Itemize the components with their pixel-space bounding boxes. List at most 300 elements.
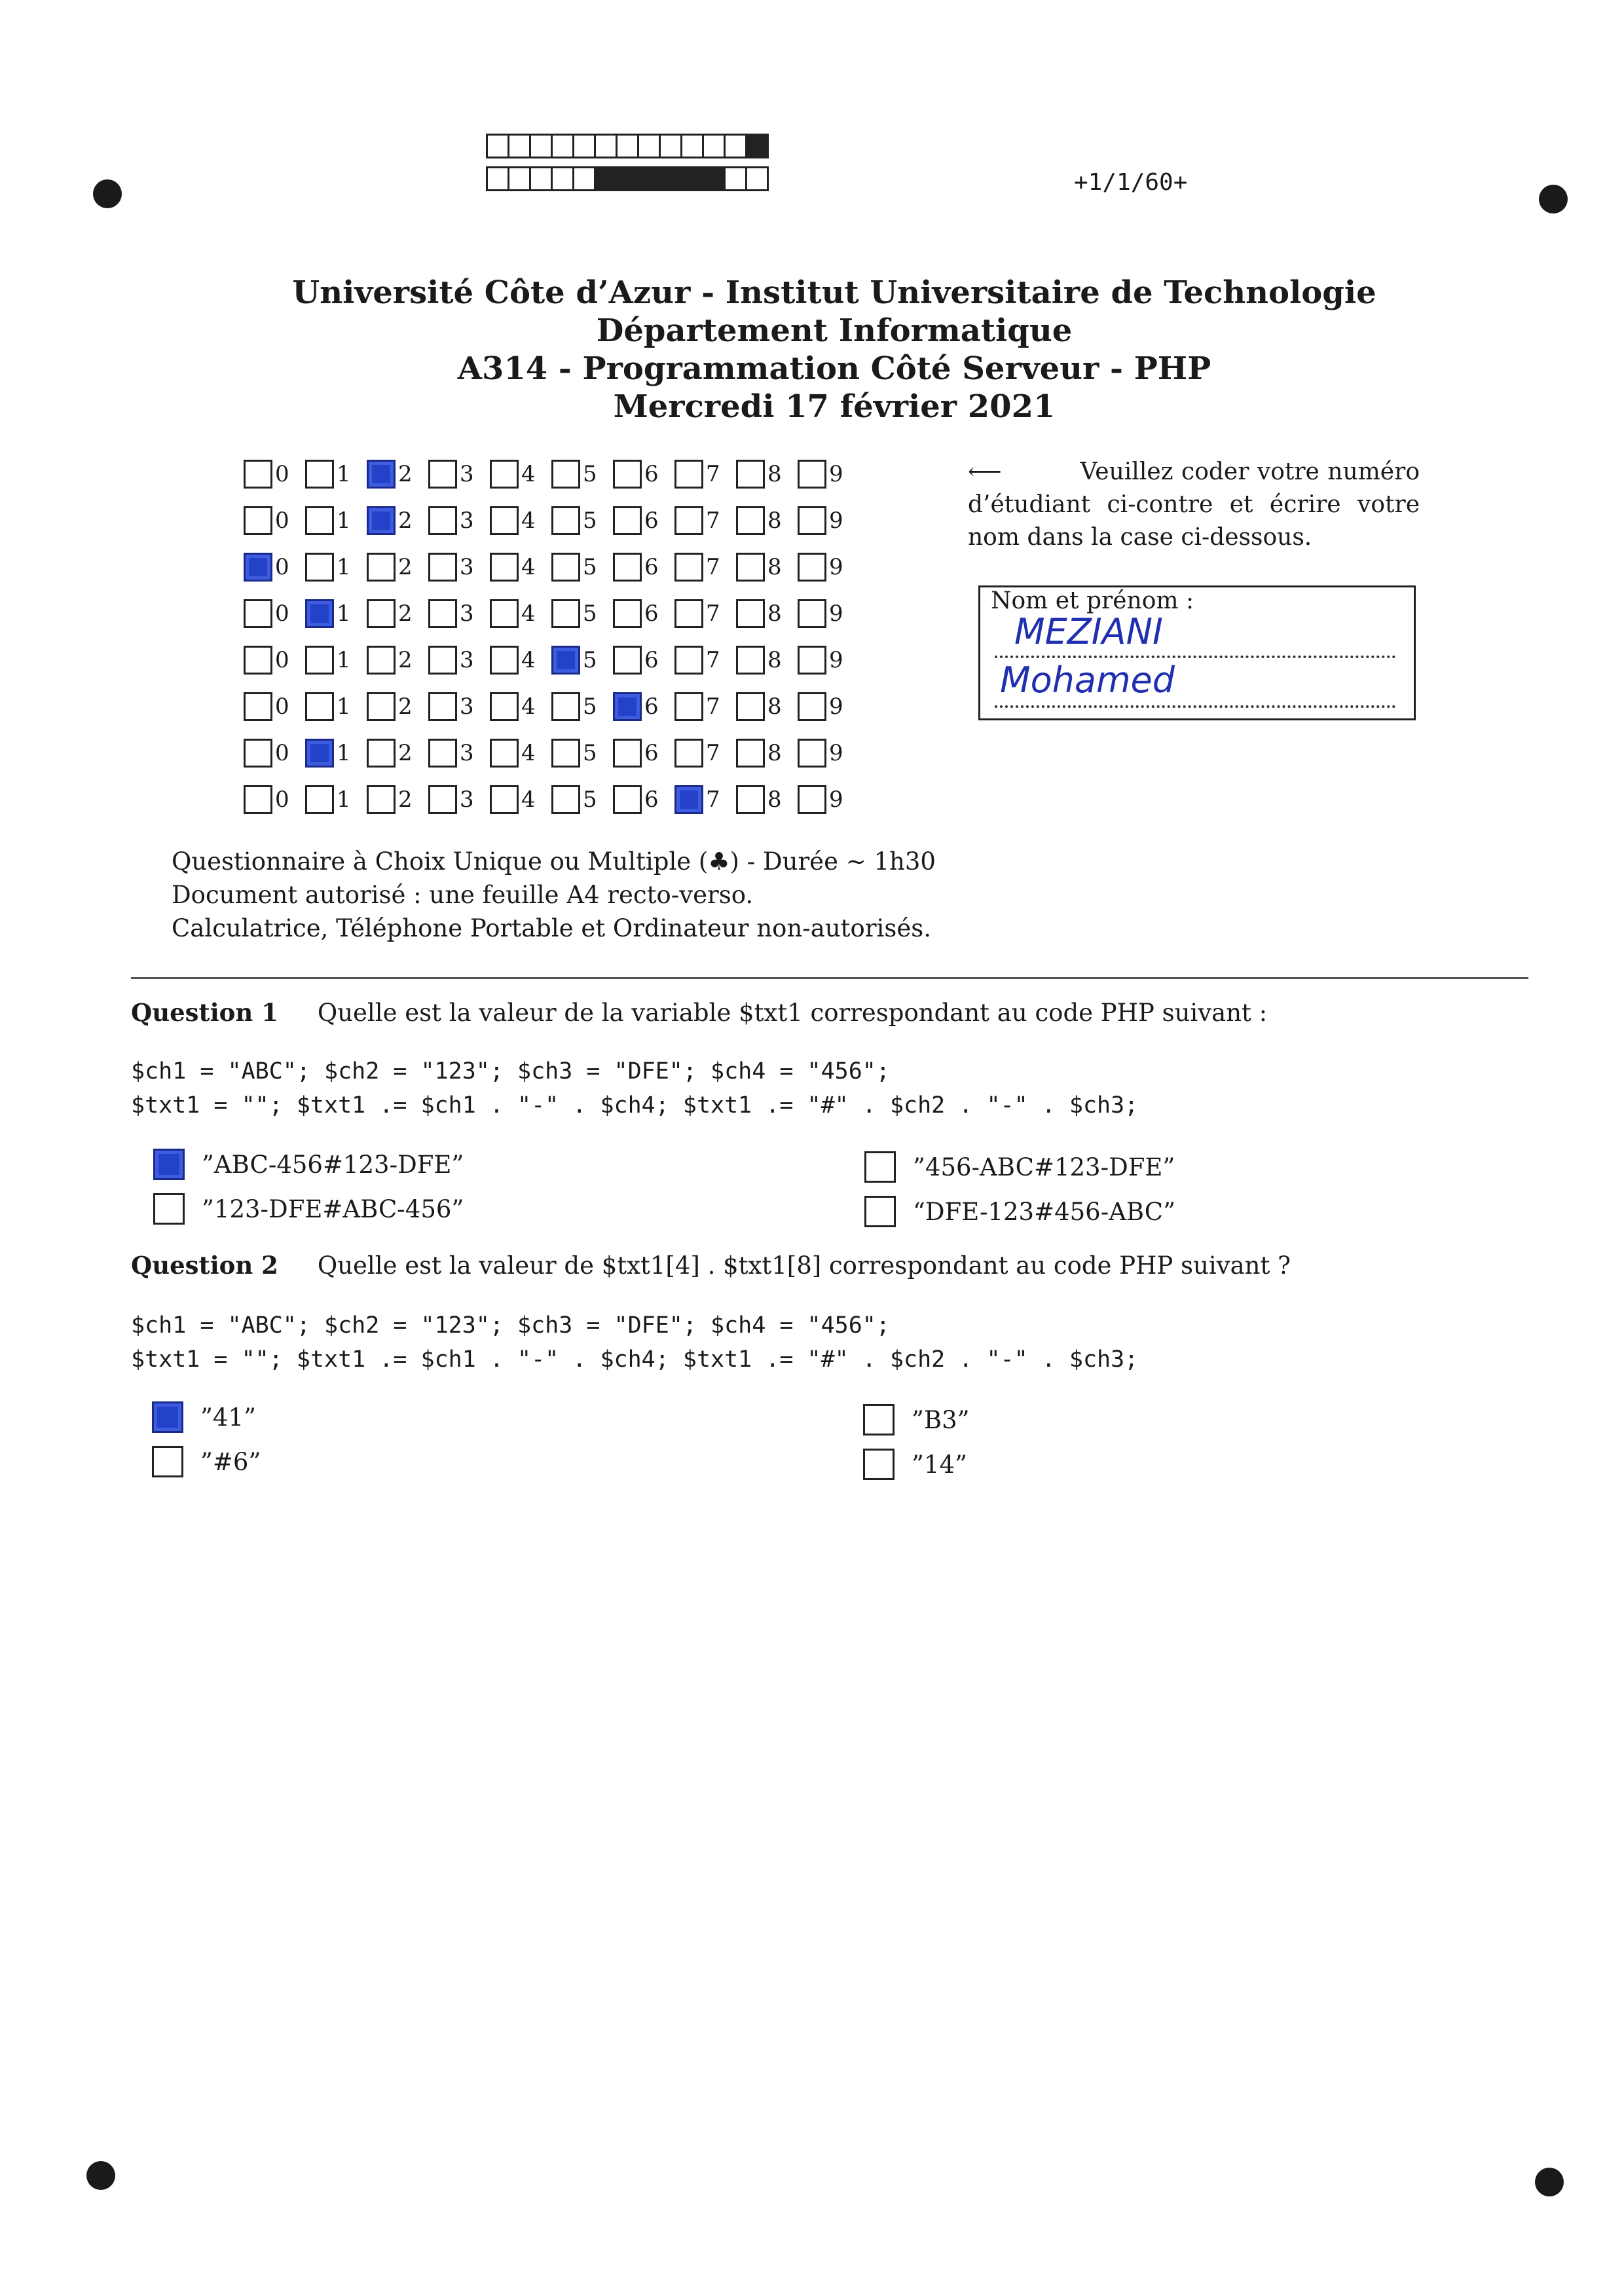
student-id-option[interactable]	[613, 739, 674, 768]
student-id-option[interactable]	[490, 460, 551, 489]
student-id-digit: 5	[583, 739, 597, 766]
student-id-digit: 1	[337, 600, 351, 627]
student-id-checkbox[interactable]	[551, 460, 580, 489]
student-id-row	[244, 637, 859, 683]
student-id-option[interactable]	[428, 785, 490, 814]
student-id-option[interactable]	[367, 692, 428, 721]
student-id-checkbox[interactable]	[490, 692, 519, 721]
student-id-checkbox[interactable]	[428, 646, 457, 675]
code-line-1: $ch1 = "ABC"; $ch2 = "123"; $ch3 = "DFE"; $ch4 = "456";	[131, 1058, 890, 1084]
student-id-digit: 0	[275, 600, 289, 627]
q1-answer-d-text: “DFE-123#456-ABC”	[913, 1197, 1176, 1226]
q1-answer-c-text: ”123-DFE#ABC-456”	[202, 1194, 464, 1223]
barcode-cell	[507, 134, 531, 158]
student-id-option[interactable]	[428, 553, 490, 582]
student-id-checkbox[interactable]	[736, 553, 765, 582]
q2-answer-a-text: ”41”	[200, 1403, 256, 1432]
student-id-checkbox[interactable]	[736, 692, 765, 721]
student-id-option[interactable]	[798, 599, 859, 628]
barcode-cell	[702, 134, 726, 158]
student-id-option[interactable]	[613, 460, 674, 489]
student-id-checkbox[interactable]	[490, 460, 519, 489]
student-id-checkbox[interactable]	[244, 785, 272, 814]
barcode-cell	[680, 134, 704, 158]
student-id-checkbox[interactable]	[674, 599, 703, 628]
title-department: Département Informatique	[596, 312, 1073, 349]
barcode-cell	[659, 166, 682, 191]
student-id-option[interactable]	[428, 460, 490, 489]
name-line-2	[995, 705, 1395, 708]
barcode-cell	[745, 134, 769, 158]
student-id-checkbox[interactable]	[674, 692, 703, 721]
student-id-digit: 9	[829, 507, 843, 534]
student-id-digit: 9	[829, 786, 843, 813]
code-line-2: $txt1 = ""; $txt1 .= $ch1 . "-" . $ch4; $txt1 .= "#" . $ch2 . "-" . $ch3;	[131, 1346, 1139, 1373]
student-id-checkbox[interactable]	[613, 553, 642, 582]
student-id-checkbox[interactable]	[305, 460, 334, 489]
student-id-checkbox[interactable]	[551, 692, 580, 721]
q2-answer-c-text: ”#6”	[200, 1447, 261, 1476]
student-id-digit: 3	[460, 693, 474, 720]
student-id-checkbox[interactable]	[367, 460, 396, 489]
student-id-option[interactable]	[674, 692, 736, 721]
student-id-checkbox[interactable]	[428, 506, 457, 535]
student-id-digit: 0	[275, 553, 289, 580]
student-id-option[interactable]	[244, 599, 305, 628]
student-id-option[interactable]	[551, 460, 613, 489]
barcode-cell	[724, 134, 747, 158]
student-id-checkbox[interactable]	[798, 553, 826, 582]
student-id-digit: 5	[583, 507, 597, 534]
student-id-row	[244, 776, 859, 823]
q1-answer-a-checkbox[interactable]	[153, 1149, 185, 1180]
student-id-option[interactable]	[490, 646, 551, 675]
student-id-option[interactable]	[305, 692, 367, 721]
student-id-digit: 4	[521, 553, 536, 580]
student-id-option[interactable]	[428, 599, 490, 628]
student-id-checkbox[interactable]	[613, 599, 642, 628]
student-id-digit: 6	[644, 693, 659, 720]
barcode-cell	[486, 166, 509, 191]
code-line-1: $ch1 = "ABC"; $ch2 = "123"; $ch3 = "DFE"; $ch4 = "456";	[131, 1312, 890, 1339]
barcode-cell	[616, 134, 639, 158]
student-id-digit: 6	[644, 460, 659, 487]
student-id-option[interactable]	[367, 553, 428, 582]
student-id-checkbox[interactable]	[736, 506, 765, 535]
student-id-option[interactable]	[798, 739, 859, 768]
student-id-checkbox[interactable]	[305, 553, 334, 582]
q1-answer-a-text: ”ABC-456#123-DFE”	[202, 1150, 464, 1179]
student-id-checkbox[interactable]	[428, 692, 457, 721]
student-id-checkbox[interactable]	[613, 692, 642, 721]
barcode-cell	[551, 166, 574, 191]
title-date: Mercredi 17 février 2021	[613, 388, 1056, 425]
student-id-option[interactable]	[490, 599, 551, 628]
student-id-checkbox[interactable]	[551, 646, 580, 675]
student-id-option[interactable]	[367, 739, 428, 768]
student-id-checkbox[interactable]	[674, 460, 703, 489]
student-id-digit: 7	[706, 739, 720, 766]
student-id-digit: 7	[706, 553, 720, 580]
student-id-option[interactable]	[798, 506, 859, 535]
q1-answer-b-text: ”456-ABC#123-DFE”	[913, 1153, 1175, 1181]
student-id-digit: 8	[767, 646, 782, 673]
student-id-digit: 4	[521, 600, 536, 627]
student-id-checkbox[interactable]	[428, 460, 457, 489]
student-id-checkbox[interactable]	[798, 506, 826, 535]
student-id-digit: 3	[460, 739, 474, 766]
student-id-checkbox[interactable]	[674, 785, 703, 814]
q1-answer-d[interactable]	[864, 1196, 1175, 1227]
student-id-option[interactable]	[551, 785, 613, 814]
q1-answer-d-checkbox[interactable]	[864, 1196, 896, 1227]
instructions-text: Veuillez coder votre numéro d’étudiant ci-contre et écrire votre nom dans la case ci-dessous.	[968, 458, 1420, 551]
q1-answer-b[interactable]	[864, 1151, 1175, 1183]
registration-mark-top-right	[1539, 185, 1568, 213]
student-id-digit: 6	[644, 739, 659, 766]
student-id-checkbox[interactable]	[367, 599, 396, 628]
student-id-digit: 0	[275, 693, 289, 720]
title-course: A314 - Programmation Côté Serveur - PHP	[457, 350, 1211, 387]
student-id-checkbox[interactable]	[490, 739, 519, 768]
student-id-option[interactable]	[305, 785, 367, 814]
student-id-digit: 5	[583, 600, 597, 627]
student-id-digit: 4	[521, 693, 536, 720]
student-id-checkbox[interactable]	[613, 506, 642, 535]
student-id-checkbox[interactable]	[490, 553, 519, 582]
barcode-cell	[486, 134, 509, 158]
student-id-digit: 0	[275, 786, 289, 813]
student-id-checkbox[interactable]	[428, 553, 457, 582]
registration-mark-bottom-left	[86, 2161, 115, 2190]
student-id-option[interactable]	[367, 646, 428, 675]
student-id-checkbox[interactable]	[244, 739, 272, 768]
student-id-option[interactable]	[736, 460, 798, 489]
divider	[131, 977, 1528, 979]
student-id-option[interactable]	[428, 646, 490, 675]
student-id-digit: 9	[829, 646, 843, 673]
student-id-digit: 7	[706, 507, 720, 534]
student-id-option[interactable]	[736, 646, 798, 675]
student-id-option[interactable]	[736, 553, 798, 582]
student-id-digit: 2	[398, 507, 413, 534]
student-id-row	[244, 544, 859, 590]
student-id-digit: 1	[337, 786, 351, 813]
student-id-option[interactable]	[551, 553, 613, 582]
barcode-cell	[659, 134, 682, 158]
student-id-digit: 4	[521, 739, 536, 766]
student-id-option[interactable]	[490, 739, 551, 768]
student-id-checkbox[interactable]	[674, 739, 703, 768]
student-id-option[interactable]	[244, 460, 305, 489]
student-id-checkbox[interactable]	[798, 460, 826, 489]
student-id-checkbox[interactable]	[367, 506, 396, 535]
student-id-option[interactable]	[244, 785, 305, 814]
student-id-checkbox[interactable]	[798, 599, 826, 628]
registration-mark-bottom-right	[1535, 2168, 1564, 2196]
student-id-digit: 3	[460, 600, 474, 627]
student-id-checkbox[interactable]	[736, 739, 765, 768]
student-id-digit: 1	[337, 460, 351, 487]
student-id-digit: 3	[460, 553, 474, 580]
student-id-option[interactable]	[613, 599, 674, 628]
student-id-checkbox[interactable]	[244, 692, 272, 721]
student-id-option[interactable]	[244, 692, 305, 721]
student-id-option[interactable]	[551, 506, 613, 535]
student-id-digit: 5	[583, 460, 597, 487]
student-id-digit: 9	[829, 600, 843, 627]
student-id-digit: 7	[706, 646, 720, 673]
name-box[interactable]	[978, 585, 1416, 720]
student-id-checkbox[interactable]	[305, 646, 334, 675]
barcode-row-1	[486, 134, 767, 158]
q2-answer-b-checkbox[interactable]	[863, 1404, 895, 1435]
intro-line-1: Questionnaire à Choix Unique ou Multiple (♣) - Durée ∼ 1h30	[172, 847, 936, 876]
student-id-checkbox[interactable]	[367, 739, 396, 768]
student-id-digit: 2	[398, 739, 413, 766]
student-id-digit: 2	[398, 460, 413, 487]
student-id-checkbox[interactable]	[674, 506, 703, 535]
student-id-digit: 8	[767, 600, 782, 627]
student-id-option[interactable]	[428, 506, 490, 535]
student-id-option[interactable]	[613, 506, 674, 535]
student-id-row	[244, 683, 859, 730]
student-id-digit: 2	[398, 600, 413, 627]
student-id-option[interactable]	[551, 739, 613, 768]
student-id-option[interactable]	[367, 460, 428, 489]
student-id-checkbox[interactable]	[490, 646, 519, 675]
student-id-digit: 7	[706, 693, 720, 720]
student-id-option[interactable]	[613, 692, 674, 721]
id-instructions	[968, 456, 1420, 554]
barcode-cell	[637, 166, 661, 191]
student-id-digit: 8	[767, 693, 782, 720]
student-id-digit: 7	[706, 600, 720, 627]
student-id-checkbox[interactable]	[736, 599, 765, 628]
student-id-option[interactable]	[674, 739, 736, 768]
question-2-code	[131, 1308, 1138, 1377]
student-id-option[interactable]	[244, 553, 305, 582]
student-id-checkbox[interactable]	[244, 506, 272, 535]
question-1-label: Question 1	[131, 998, 278, 1027]
q2-answer-d[interactable]	[863, 1449, 967, 1480]
q2-answer-d-checkbox[interactable]	[863, 1449, 895, 1480]
student-id-checkbox[interactable]	[674, 646, 703, 675]
student-id-digit: 5	[583, 646, 597, 673]
student-id-checkbox[interactable]	[305, 785, 334, 814]
student-id-checkbox[interactable]	[367, 553, 396, 582]
student-id-checkbox[interactable]	[244, 646, 272, 675]
student-id-digit: 6	[644, 786, 659, 813]
student-id-checkbox[interactable]	[613, 785, 642, 814]
student-id-option[interactable]	[305, 599, 367, 628]
student-id-option[interactable]	[490, 506, 551, 535]
q2-answer-b[interactable]	[863, 1404, 970, 1435]
student-id-option[interactable]	[490, 785, 551, 814]
student-id-option[interactable]	[736, 739, 798, 768]
student-id-checkbox[interactable]	[490, 599, 519, 628]
student-id-option[interactable]	[551, 646, 613, 675]
student-id-option[interactable]	[798, 646, 859, 675]
q2-answer-c[interactable]	[152, 1446, 261, 1477]
student-id-option[interactable]	[244, 739, 305, 768]
student-id-checkbox[interactable]	[736, 460, 765, 489]
student-id-checkbox[interactable]	[613, 739, 642, 768]
student-id-option[interactable]	[674, 646, 736, 675]
q2-answer-b-text: ”B3”	[912, 1405, 970, 1434]
student-id-checkbox[interactable]	[244, 599, 272, 628]
barcode-row-2	[486, 166, 767, 191]
student-id-option[interactable]	[674, 785, 736, 814]
student-id-digit: 8	[767, 460, 782, 487]
student-id-checkbox[interactable]	[428, 739, 457, 768]
student-id-option[interactable]	[736, 785, 798, 814]
student-id-digit: 3	[460, 460, 474, 487]
student-id-checkbox[interactable]	[551, 785, 580, 814]
student-id-grid	[244, 451, 859, 823]
student-id-option[interactable]	[798, 460, 859, 489]
student-id-checkbox[interactable]	[798, 646, 826, 675]
student-id-checkbox[interactable]	[674, 553, 703, 582]
student-id-checkbox[interactable]	[798, 739, 826, 768]
student-id-option[interactable]	[367, 785, 428, 814]
student-id-digit: 0	[275, 739, 289, 766]
student-id-option[interactable]	[674, 460, 736, 489]
student-id-digit: 9	[829, 553, 843, 580]
student-id-option[interactable]	[305, 646, 367, 675]
student-id-checkbox[interactable]	[305, 739, 334, 768]
q2-answer-a[interactable]	[152, 1401, 256, 1433]
q2-answer-a-checkbox[interactable]	[152, 1401, 183, 1433]
intro-line-2: Document autorisé : une feuille A4 recto-verso.	[172, 881, 754, 909]
question-2-label: Question 2	[131, 1251, 278, 1280]
question-1-code	[131, 1054, 1138, 1122]
student-id-checkbox[interactable]	[490, 506, 519, 535]
student-id-checkbox[interactable]	[613, 646, 642, 675]
student-id-option[interactable]	[551, 692, 613, 721]
student-id-checkbox[interactable]	[551, 553, 580, 582]
student-id-checkbox[interactable]	[244, 460, 272, 489]
student-id-option[interactable]	[305, 553, 367, 582]
student-id-option[interactable]	[367, 506, 428, 535]
student-id-checkbox[interactable]	[551, 506, 580, 535]
barcode-cell	[572, 134, 596, 158]
student-id-option[interactable]	[244, 646, 305, 675]
student-id-row	[244, 590, 859, 637]
exam-intro	[172, 845, 936, 945]
q1-answer-c-checkbox[interactable]	[153, 1193, 185, 1225]
q1-answer-a[interactable]	[153, 1149, 464, 1180]
student-id-option[interactable]	[613, 785, 674, 814]
student-id-option[interactable]	[551, 599, 613, 628]
student-id-checkbox[interactable]	[798, 785, 826, 814]
student-id-checkbox[interactable]	[428, 785, 457, 814]
name-box-label: Nom et prénom :	[991, 587, 1194, 614]
question-1-text: Quelle est la valeur de la variable $txt1 correspondant au code PHP suivant :	[317, 999, 1268, 1027]
q1-answer-b-checkbox[interactable]	[864, 1151, 896, 1183]
student-id-checkbox[interactable]	[305, 506, 334, 535]
question-2-header	[131, 1251, 1291, 1280]
student-id-checkbox[interactable]	[244, 553, 272, 582]
barcode-cell	[702, 166, 726, 191]
barcode-cell	[594, 134, 618, 158]
student-id-option[interactable]	[613, 646, 674, 675]
student-id-option[interactable]	[244, 506, 305, 535]
sheet-id: +1/1/60+	[1074, 169, 1188, 196]
student-id-option[interactable]	[798, 785, 859, 814]
student-id-option[interactable]	[736, 506, 798, 535]
exam-title	[0, 274, 1624, 426]
student-id-option[interactable]	[798, 692, 859, 721]
student-id-checkbox[interactable]	[490, 785, 519, 814]
left-arrow-icon: ⟵	[968, 458, 1002, 485]
q2-answer-c-checkbox[interactable]	[152, 1446, 183, 1477]
barcode-cell	[724, 166, 747, 191]
student-id-option[interactable]	[367, 599, 428, 628]
student-id-option[interactable]	[428, 692, 490, 721]
student-id-checkbox[interactable]	[367, 646, 396, 675]
student-id-checkbox[interactable]	[305, 599, 334, 628]
student-id-option[interactable]	[674, 599, 736, 628]
barcode-cell	[745, 166, 769, 191]
student-id-digit: 0	[275, 646, 289, 673]
student-id-option[interactable]	[736, 599, 798, 628]
student-id-digit: 8	[767, 507, 782, 534]
student-id-digit: 9	[829, 693, 843, 720]
student-id-digit: 0	[275, 460, 289, 487]
student-id-checkbox[interactable]	[367, 692, 396, 721]
student-id-digit: 2	[398, 553, 413, 580]
student-id-checkbox[interactable]	[428, 599, 457, 628]
student-id-option[interactable]	[305, 460, 367, 489]
student-id-checkbox[interactable]	[613, 460, 642, 489]
barcode-cell	[616, 166, 639, 191]
student-id-option[interactable]	[798, 553, 859, 582]
student-id-option[interactable]	[674, 506, 736, 535]
student-id-digit: 4	[521, 460, 536, 487]
student-id-option[interactable]	[305, 739, 367, 768]
student-id-digit: 3	[460, 507, 474, 534]
registration-mark-top-left	[93, 179, 122, 208]
student-id-option[interactable]	[613, 553, 674, 582]
student-id-digit: 1	[337, 553, 351, 580]
student-id-digit: 6	[644, 507, 659, 534]
student-id-checkbox[interactable]	[736, 785, 765, 814]
student-id-digit: 7	[706, 460, 720, 487]
student-id-checkbox[interactable]	[551, 599, 580, 628]
student-id-option[interactable]	[490, 553, 551, 582]
student-id-checkbox[interactable]	[551, 739, 580, 768]
student-id-option[interactable]	[428, 739, 490, 768]
barcode-cell	[680, 166, 704, 191]
student-id-checkbox[interactable]	[736, 646, 765, 675]
student-id-option[interactable]	[305, 506, 367, 535]
student-id-digit: 3	[460, 646, 474, 673]
student-id-option[interactable]	[490, 692, 551, 721]
code-line-2: $txt1 = ""; $txt1 .= $ch1 . "-" . $ch4; $txt1 .= "#" . $ch2 . "-" . $ch3;	[131, 1092, 1139, 1119]
barcode-cell	[637, 134, 661, 158]
barcode-cell	[551, 134, 574, 158]
q1-answer-c[interactable]	[153, 1193, 464, 1225]
handwritten-last-name: MEZIANI	[1014, 611, 1163, 652]
intro-line-3: Calculatrice, Téléphone Portable et Ordinateur non-autorisés.	[172, 914, 931, 942]
student-id-checkbox[interactable]	[305, 692, 334, 721]
student-id-checkbox[interactable]	[798, 692, 826, 721]
student-id-checkbox[interactable]	[367, 785, 396, 814]
name-line-1	[995, 656, 1395, 658]
student-id-option[interactable]	[736, 692, 798, 721]
student-id-option[interactable]	[674, 553, 736, 582]
